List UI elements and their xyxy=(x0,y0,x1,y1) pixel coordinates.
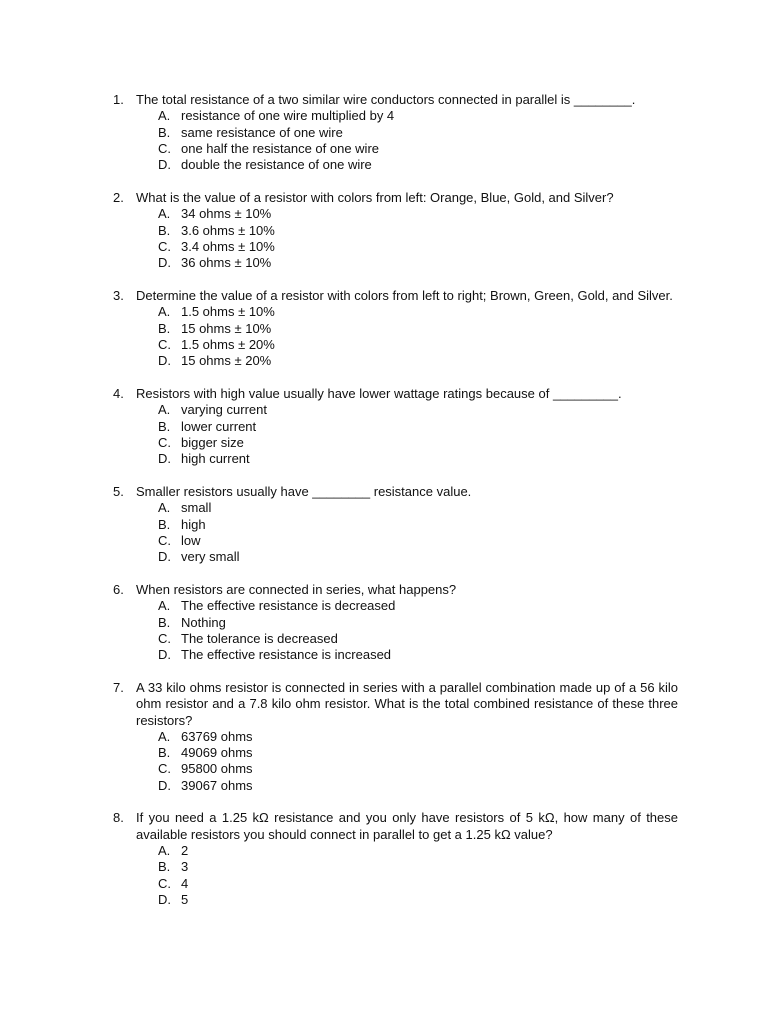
question-number: 2. xyxy=(113,189,124,205)
option-item xyxy=(0,549,768,565)
option-letter: A. xyxy=(158,108,171,124)
option-item xyxy=(0,206,768,222)
question-number: 4. xyxy=(113,385,124,401)
option-text: The effective resistance is increased xyxy=(181,647,392,663)
question-number: 3. xyxy=(113,287,124,303)
option-letter: B. xyxy=(158,124,171,140)
option-item xyxy=(0,631,768,647)
option-text: small xyxy=(181,500,212,516)
option-text: 15 ohms ± 10% xyxy=(181,320,272,336)
option-text: 3.4 ohms ± 10% xyxy=(181,238,275,254)
option-text: same resistance of one wire xyxy=(181,124,343,140)
option-list xyxy=(0,304,768,369)
option-text: lower current xyxy=(181,418,257,434)
option-text: 5 xyxy=(181,891,189,907)
option-letter: C. xyxy=(158,434,171,450)
question-text: What is the value of a resistor with colors from left: Orange, Blue, Gold, and Silver? xyxy=(136,189,614,205)
option-text: resistance of one wire multiplied by 4 xyxy=(181,108,395,124)
option-list xyxy=(0,729,768,794)
option-item xyxy=(0,598,768,614)
question-item xyxy=(0,484,768,565)
option-item xyxy=(0,859,768,875)
option-item xyxy=(0,239,768,255)
question-number: 5. xyxy=(113,483,124,499)
option-letter: C. xyxy=(158,761,171,777)
option-item xyxy=(0,108,768,124)
option-text: Nothing xyxy=(181,614,226,630)
option-item xyxy=(0,451,768,467)
question-item xyxy=(0,288,768,369)
option-text: high xyxy=(181,516,206,532)
option-list xyxy=(0,843,768,908)
option-item xyxy=(0,255,768,271)
option-letter: C. xyxy=(158,238,171,254)
option-item xyxy=(0,435,768,451)
option-text: 2 xyxy=(181,843,189,859)
option-list xyxy=(0,108,768,173)
question-text: A 33 kilo ohms resistor is connected in series with a parallel combination made up of a 56 kilo ohm resistor and a 7.8 kilo ohm resistor. What is the total combined resistance of these three resistors? xyxy=(136,679,678,728)
option-letter: B. xyxy=(158,418,171,434)
option-item xyxy=(0,876,768,892)
option-letter: C. xyxy=(158,532,171,548)
question-item xyxy=(0,386,768,467)
option-text: 3 xyxy=(181,859,189,875)
question-text: Resistors with high value usually have lower wattage ratings because of _________. xyxy=(136,385,622,401)
option-text: double the resistance of one wire xyxy=(181,157,372,173)
option-text: 1.5 ohms ± 10% xyxy=(181,304,275,320)
option-item xyxy=(0,157,768,173)
option-text: The effective resistance is decreased xyxy=(181,598,396,614)
option-item xyxy=(0,141,768,157)
option-item xyxy=(0,223,768,239)
option-item xyxy=(0,761,768,777)
option-list xyxy=(0,206,768,271)
option-item xyxy=(0,745,768,761)
option-letter: A. xyxy=(158,206,171,222)
option-text: 95800 ohms xyxy=(181,761,253,777)
option-text: 3.6 ohms ± 10% xyxy=(181,222,275,238)
option-item xyxy=(0,402,768,418)
option-letter: A. xyxy=(158,728,171,744)
option-item xyxy=(0,500,768,516)
option-letter: D. xyxy=(158,451,171,467)
option-letter: A. xyxy=(158,500,171,516)
quiz-document xyxy=(0,92,768,925)
option-text: 39067 ohms xyxy=(181,777,253,793)
option-item xyxy=(0,419,768,435)
option-letter: C. xyxy=(158,336,171,352)
option-letter: D. xyxy=(158,549,171,565)
question-item xyxy=(0,92,768,173)
option-letter: D. xyxy=(158,353,171,369)
question-number: 8. xyxy=(113,810,124,826)
option-letter: A. xyxy=(158,304,171,320)
option-letter: C. xyxy=(158,875,171,891)
option-item xyxy=(0,615,768,631)
question-item xyxy=(0,810,768,908)
option-text: 4 xyxy=(181,875,189,891)
question-item xyxy=(0,582,768,663)
question-number: 1. xyxy=(113,92,124,107)
option-text: The tolerance is decreased xyxy=(181,630,338,646)
option-text: bigger size xyxy=(181,434,244,450)
option-letter: D. xyxy=(158,777,171,793)
option-item xyxy=(0,353,768,369)
question-text: Determine the value of a resistor with colors from left to right; Brown, Green, Gold, and Silver. xyxy=(136,287,673,303)
option-list xyxy=(0,598,768,663)
option-letter: B. xyxy=(158,614,171,630)
option-letter: B. xyxy=(158,745,171,761)
option-text: 63769 ohms xyxy=(181,728,253,744)
option-letter: B. xyxy=(158,516,171,532)
option-text: high current xyxy=(181,451,250,467)
option-item xyxy=(0,125,768,141)
option-letter: D. xyxy=(158,647,171,663)
option-letter: D. xyxy=(158,891,171,907)
option-item xyxy=(0,533,768,549)
option-letter: B. xyxy=(158,320,171,336)
option-text: 34 ohms ± 10% xyxy=(181,206,272,222)
option-item xyxy=(0,843,768,859)
option-letter: A. xyxy=(158,598,171,614)
option-letter: A. xyxy=(158,402,171,418)
option-text: one half the resistance of one wire xyxy=(181,140,380,156)
option-list xyxy=(0,402,768,467)
option-text: low xyxy=(181,532,201,548)
option-text: 36 ohms ± 10% xyxy=(181,255,272,271)
option-item xyxy=(0,892,768,908)
option-text: varying current xyxy=(181,402,267,418)
question-item xyxy=(0,680,768,794)
option-text: 1.5 ohms ± 20% xyxy=(181,336,275,352)
option-item xyxy=(0,517,768,533)
option-letter: B. xyxy=(158,859,171,875)
option-item xyxy=(0,304,768,320)
option-text: very small xyxy=(181,549,240,565)
option-list xyxy=(0,500,768,565)
option-letter: D. xyxy=(158,157,171,173)
option-letter: C. xyxy=(158,630,171,646)
question-text: Smaller resistors usually have ________ resistance value. xyxy=(136,483,472,499)
question-number: 6. xyxy=(113,581,124,597)
question-item xyxy=(0,190,768,271)
option-item xyxy=(0,321,768,337)
option-item xyxy=(0,337,768,353)
option-text: 49069 ohms xyxy=(181,745,253,761)
option-letter: B. xyxy=(158,222,171,238)
question-text: The total resistance of a two similar wire conductors connected in parallel is ________. xyxy=(136,92,636,107)
option-letter: D. xyxy=(158,255,171,271)
option-letter: C. xyxy=(158,140,171,156)
option-item xyxy=(0,729,768,745)
option-item xyxy=(0,647,768,663)
question-text: If you need a 1.25 kΩ resistance and you only have resistors of 5 kΩ, how many of these available resistors you should connect in parallel to get a 1.25 kΩ value? xyxy=(136,810,678,842)
option-letter: A. xyxy=(158,843,171,859)
question-number: 7. xyxy=(113,679,124,695)
option-item xyxy=(0,778,768,794)
option-text: 15 ohms ± 20% xyxy=(181,353,272,369)
question-text: When resistors are connected in series, what happens? xyxy=(136,581,457,597)
